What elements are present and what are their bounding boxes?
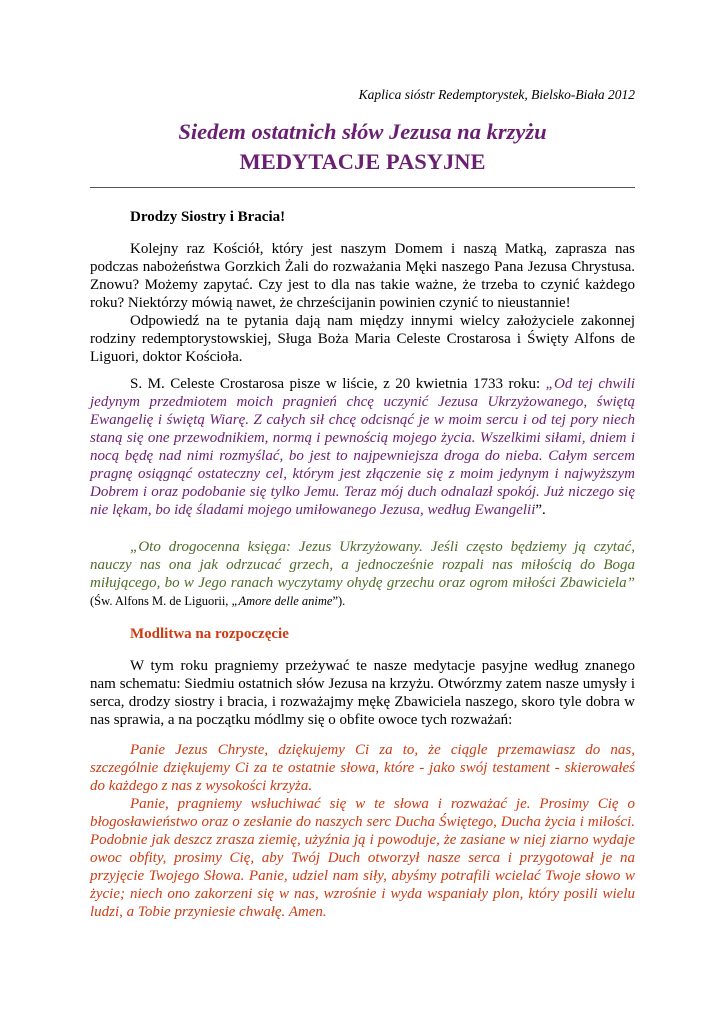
prayer-intro-section — [90, 657, 635, 729]
document-subtitle: MEDYTACJE PASYJNE — [239, 149, 486, 174]
alfons-attribution-prefix: (Św. Alfons M. de Liguorii, — [90, 594, 232, 608]
intro-paragraph-1: Kolejny raz Kościół, który jest naszym Domem i naszą Matką, zaprasza nas podczas nabożeństwa Gorzkich Żali do rozważania Męki naszego Pana Jezusa Chrystusa. Znowu? Możemy zapytać. Czy jest to dla nas takie ważne, że trzeba to czynić każdego roku? Niektórzy mówią nawet, że chrześcijanin powinien czynić to nieustannie! — [90, 241, 635, 311]
prayer-text — [90, 741, 635, 921]
letter-quote: „Od tej chwili jedynym przedmiotem moich pragnień chcę uczynić Jezusa Ukrzyżowanego, świętą Ewangelię i świętą Wiarę. Z całych sił chcę odcisnąć je w moim sercu i od tej pory niech staną się one przewodnikiem, normą i pewnością mojego życia. Wszelkimi siłami, dniem i nocą będę nad nimi rozmyślać, bo jest to najpewniejsza droga do nieba. Całym sercem pragnę osiągnąć ostateczny cel, którym jest złączenie się z moim jedynym i najwyższym Dobrem i oraz podobanie się tylko Jemu. Teraz mój duch odnalazł spokój. Już niczego się nie lękam, bo idę śladami mojego umiłowanego Jezusa, według Ewangelii — [90, 376, 635, 518]
location-line: Kaplica sióstr Redemptorystek, Bielsko-Biała 2012 — [358, 87, 635, 102]
document-title: Siedem ostatnich słów Jezusa na krzyżu — [178, 119, 547, 144]
alfons-attribution-title: „Amore delle anime — [231, 594, 333, 608]
intro-paragraph-2: Odpowiedź na te pytania dają nam między innymi wielcy założyciele zakonnej rodziny redemptorystowskiej, Sługa Boża Maria Celeste Crostarosa i Święty Alfons de Liguori, doktor Kościoła. — [90, 313, 635, 365]
intro-section — [90, 240, 635, 366]
letter-paragraph — [90, 375, 635, 519]
title-divider — [90, 187, 635, 188]
alfons-quote: „Oto drogocenna księga: Jezus Ukrzyżowany. Jeśli często będziemy ją czytać, nauczy nas ona jak odrzucać grzech, a jednocześnie rozpali nas miłością do Boga miłującego, bo w Jego ranach wyczytamy ohydę grzechu oraz ogrom miłości Zbawiciela” — [90, 539, 635, 591]
prayer-paragraph-1: Panie Jezus Chryste, dziękujemy Ci za to, że ciągle przemawiasz do nas, szczególnie dziękujemy Ci za te ostatnie słowa, które - jako swój testament - skierowałeś do każdego z nas z wysokości krzyża. — [90, 742, 635, 794]
letter-lead: S. M. Celeste Crostarosa pisze w liście, z 20 kwietnia 1733 roku: — [130, 376, 546, 392]
prayer-intro: W tym roku pragniemy przeżywać te nasze medytacje pasyjne według znanego nam schematu: Siedmiu ostatnich słów Jezusa na krzyżu. Otwórzmy zatem nasze umysły i serca, drodzy siostry i bracia, i rozważajmy mękę Zbawiciela naszego, skoro tyle dobra w nas sprawia, a na początku módlmy się o obfite owoce tych rozważań: — [90, 658, 635, 728]
prayer-paragraph-2: Panie, pragniemy wsłuchiwać się w te słowa i rozważać je. Prosimy Cię o błogosławieństwo oraz o zesłanie do naszych serc Ducha Świętego, Ducha życia i miłości. Podobnie jak deszcz zrasza ziemię, użyźnia ją i powoduje, że zasiane w niej ziarno wydaje owoc obfity, prosimy Cię, aby Twój Duch otworzył nasze serca i przygotował je na przyjęcie Twojego Słowa. Panie, udziel nam siły, abyśmy potrafili wcielać Twoje słowo w życie; niech ono zakorzeni się w nas, wzrośnie i wyda wspaniały plon, który posili wielu ludzi, a Tobie przyniesie chwałę. Amen. — [90, 796, 635, 920]
letter-closing: ”. — [535, 502, 546, 518]
prayer-heading: Modlitwa na rozpoczęcie — [130, 626, 289, 642]
alfons-quote-paragraph — [90, 538, 635, 610]
greeting: Drodzy Siostry i Bracia! — [130, 209, 286, 225]
alfons-attribution-suffix: ”). — [332, 594, 346, 608]
